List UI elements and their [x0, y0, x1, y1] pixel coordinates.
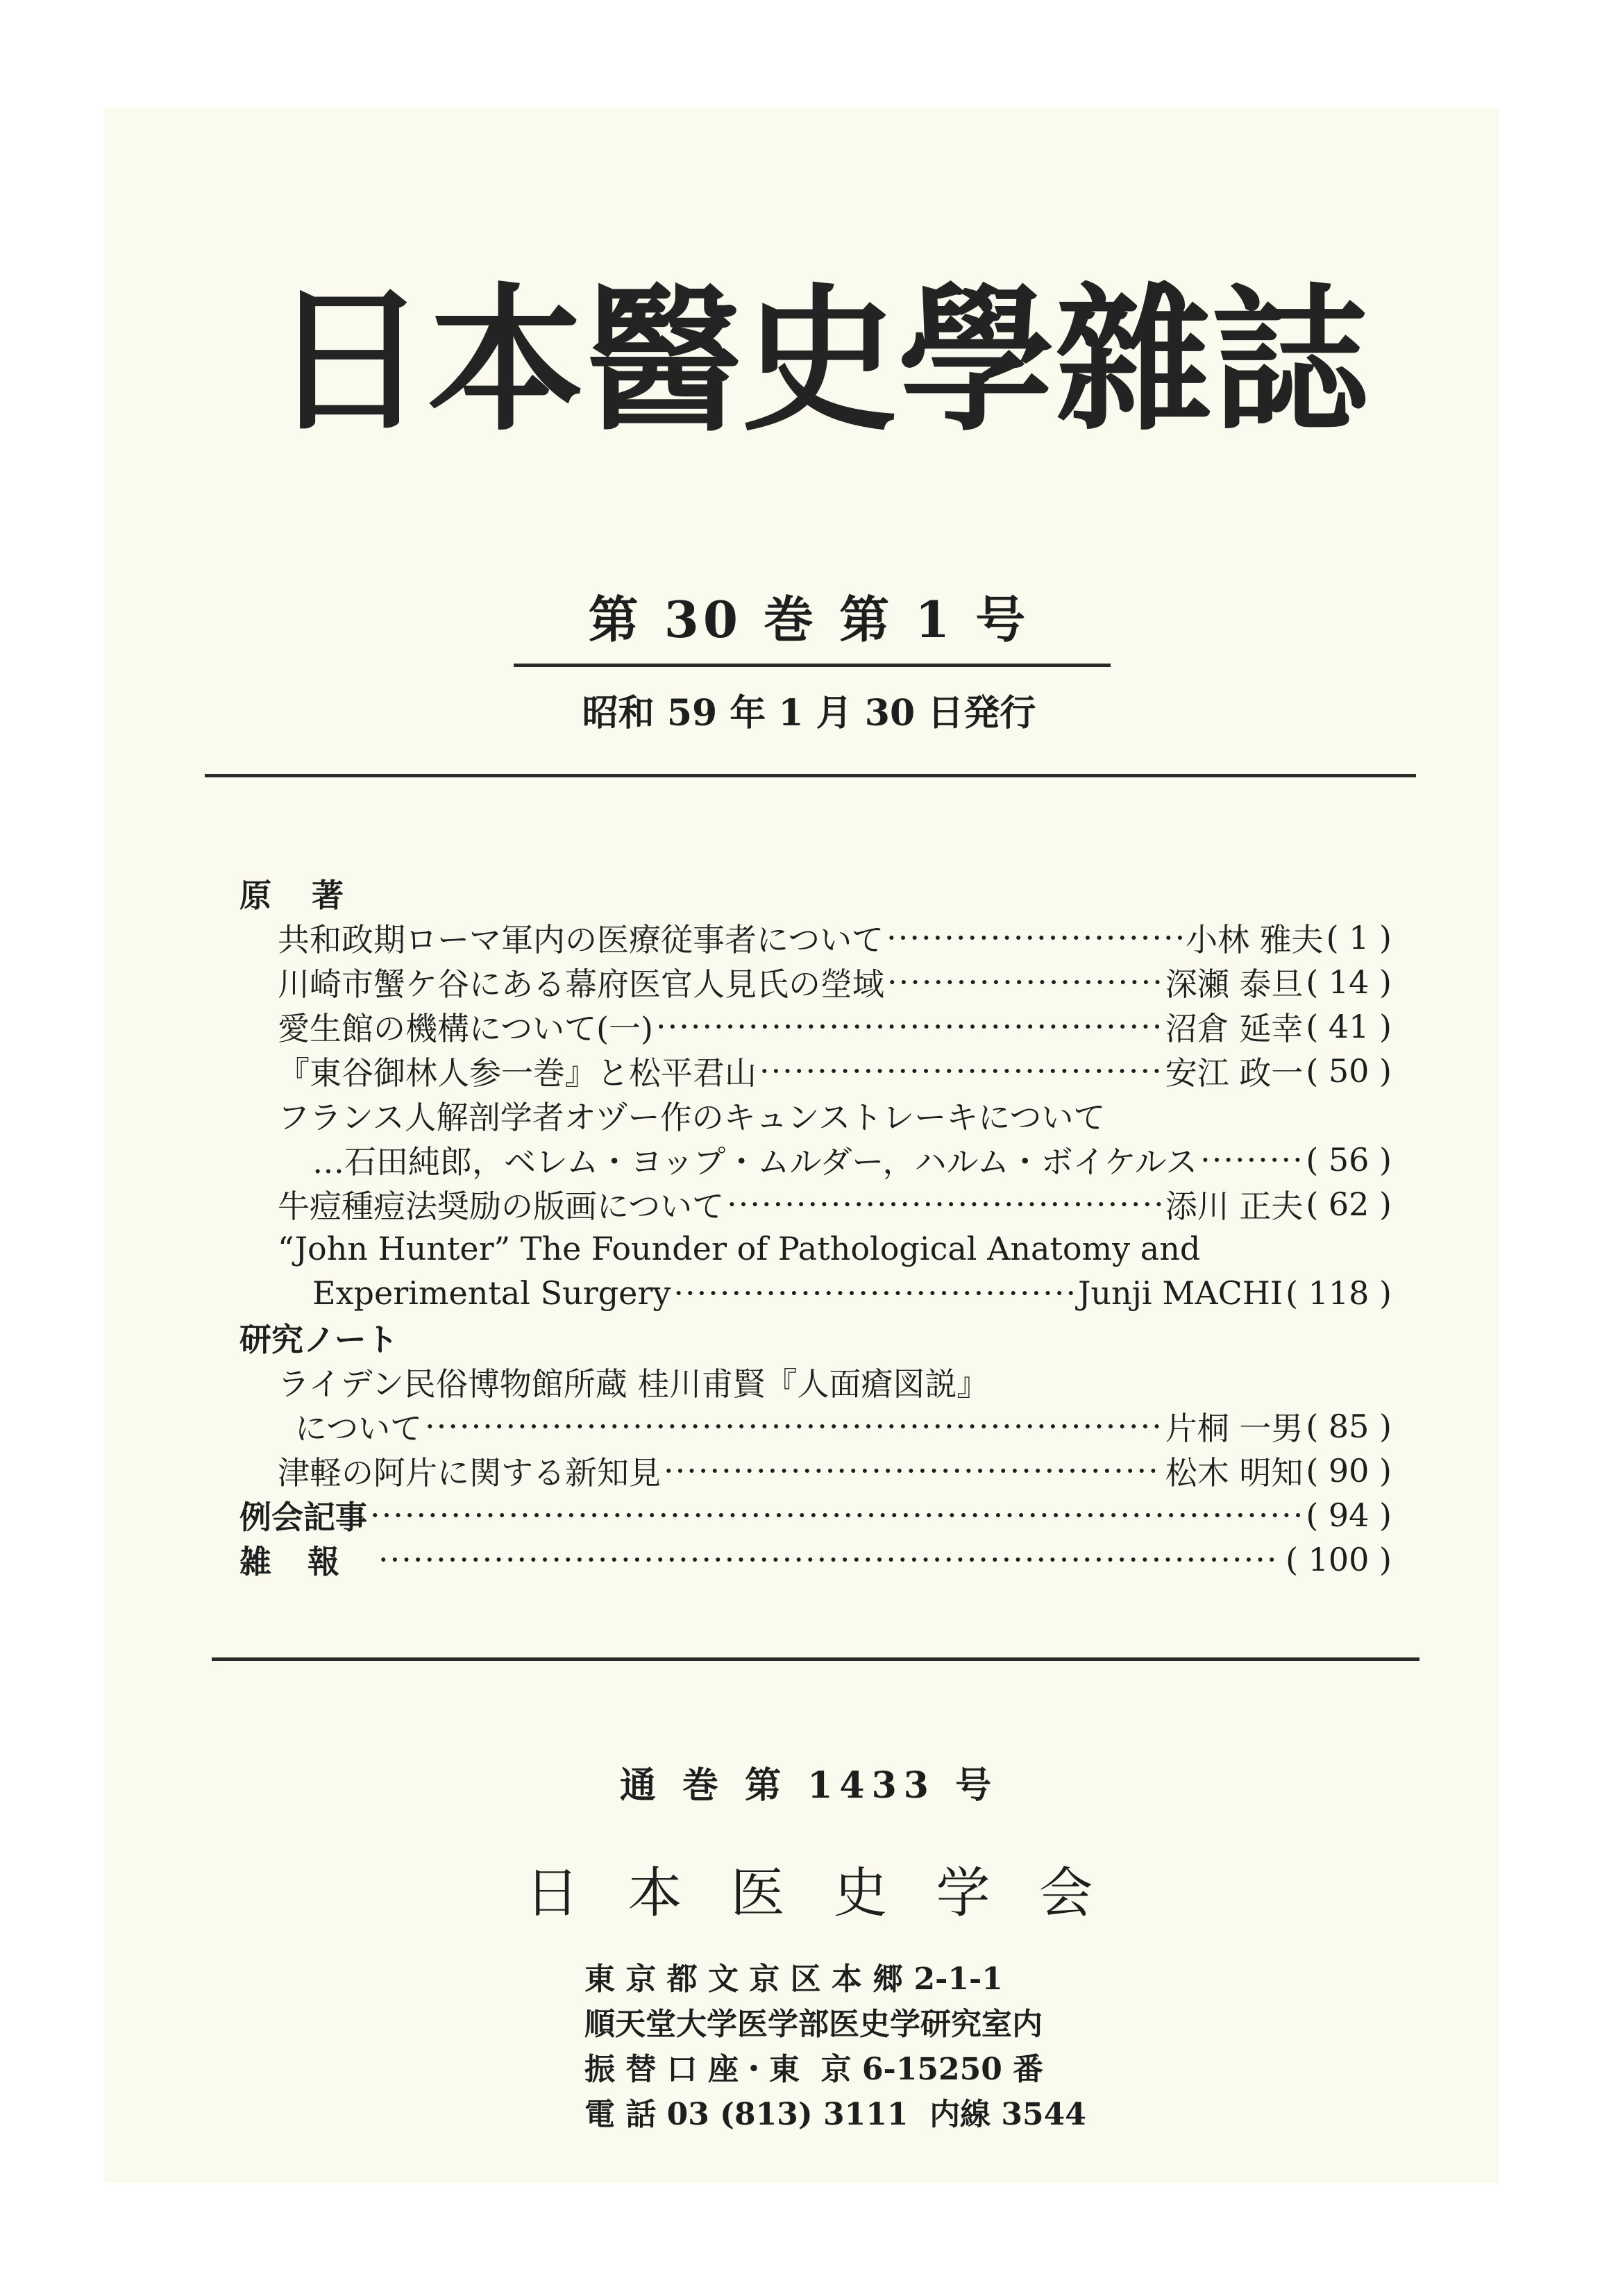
entry-page: ( 14 ) [1306, 963, 1392, 1001]
leader-dots [1200, 1141, 1300, 1179]
issue-number: 第 30 巻 第 1 号 [588, 590, 1030, 649]
leader-dots [673, 1274, 1075, 1312]
toc-entry [239, 1182, 1392, 1226]
toc-entry [239, 1004, 1392, 1049]
toc-section-heading: 原著 [239, 877, 384, 914]
toc-entry [239, 1049, 1392, 1093]
issue-underline [514, 664, 1111, 667]
entry-title: 共和政期ローマ軍内の医療従事者について [278, 921, 884, 959]
entry-author: 安江 政一 [1165, 1054, 1304, 1092]
leader-dots [886, 919, 1183, 956]
leader-dots [759, 1052, 1163, 1090]
entry-title: 牛痘種痘法奨励の版画について [278, 1188, 725, 1225]
entry-page: ( 56 ) [1306, 1141, 1392, 1179]
entry-page: ( 62 ) [1306, 1185, 1392, 1223]
entry-title: について [295, 1410, 423, 1447]
entry-page: ( 94 ) [1306, 1496, 1392, 1534]
title-char: 史 [741, 269, 899, 453]
entry-author: Junji MACHI [1077, 1274, 1283, 1312]
leader-dots [664, 1452, 1163, 1489]
toc-entry-title-line [239, 1226, 1392, 1271]
leader-dots [727, 1185, 1163, 1223]
toc-entry [239, 1449, 1392, 1493]
entry-page: ( 100 ) [1286, 1541, 1392, 1578]
title-char: 誌 [1212, 269, 1370, 453]
entry-page: ( 118 ) [1286, 1274, 1392, 1312]
title-char: 日 [271, 269, 428, 453]
toc-entry [239, 915, 1392, 960]
entry-title: Experimental Surgery [312, 1274, 671, 1312]
bottom-divider [212, 1657, 1419, 1661]
journal-title [271, 250, 1370, 472]
toc-misc: 雑報 ····· ( 100 ) [239, 1537, 1392, 1582]
title-char: 學 [898, 269, 1056, 453]
entry-authors: …石田純郎，ベレム・ヨップ・ムルダー，ハルム・ボイケルス [312, 1143, 1198, 1181]
publisher-office: 順天堂大学医学部医史学研究室内 [584, 2007, 1043, 2042]
entry-title: フランス人解剖学者オヅー作のキュンストレーキについて [278, 1099, 1106, 1136]
entry-title: 愛生館の機構について(一) [278, 1010, 653, 1047]
entry-page: ( 90 ) [1306, 1452, 1392, 1489]
entry-author: 松木 明知 [1165, 1454, 1304, 1492]
toc-entry [239, 960, 1392, 1004]
leader-dots [656, 1008, 1163, 1045]
top-divider [205, 774, 1416, 777]
entry-title: 『東谷御林人参一巻』と松平君山 [278, 1054, 757, 1092]
entry-author: 添川 正夫 [1165, 1188, 1304, 1225]
entry-page: ( 41 ) [1306, 1008, 1392, 1045]
toc-entry-continuation [239, 1404, 1392, 1449]
entry-title: ライデン民俗博物館所蔵 桂川甫賢『人面瘡図説』 [278, 1365, 989, 1403]
entry-author: 深瀬 泰旦 [1165, 965, 1304, 1003]
publisher-address: 東 京 都 文 京 区 本 郷 2-1-1 [584, 1961, 1003, 1997]
title-char: 雜 [1055, 269, 1213, 453]
leader-dots [425, 1408, 1163, 1445]
phone-number: 電 話 03 (813) 3111 内線 3544 [584, 2097, 1086, 2132]
cumulative-issue-number: 通 巻 第 1433 号 [619, 1764, 999, 1807]
publisher-name: 日本医史学会 [525, 1862, 1142, 1925]
entry-page: ( 50 ) [1306, 1052, 1392, 1090]
entry-title: 津軽の阿片に関する新知見 [278, 1454, 661, 1492]
toc-entry-title-line [239, 1360, 1392, 1404]
toc-entry-continuation [239, 1138, 1392, 1182]
entry-page: ( 85 ) [1306, 1408, 1392, 1445]
postal-transfer-account: 振 替 口 座・東 京 6-15250 番 [584, 2052, 1044, 2087]
toc-entry-title-line [239, 1093, 1392, 1138]
leader-dots [378, 1541, 1280, 1578]
entry-page: ( 1 ) [1326, 919, 1392, 956]
entry-title: “John Hunter” The Founder of Pathological Anatomy and [278, 1230, 1201, 1267]
entry-author: 小林 雅夫 [1185, 921, 1324, 959]
title-char: 本 [428, 269, 585, 453]
toc-meetings: 例会記事 ····· ( 94 ) [239, 1493, 1392, 1537]
title-char: 醫 [584, 269, 742, 453]
toc-section-heading: 研究ノート [239, 1321, 398, 1358]
issue-date: 昭和 59 年 1 月 30 日発行 [582, 692, 1036, 734]
leader-dots [370, 1496, 1300, 1534]
leader-dots [887, 963, 1163, 1001]
toc-entry-continuation [239, 1271, 1392, 1315]
entry-title: 川崎市蟹ケ谷にある幕府医官人見氏の塋域 [278, 965, 884, 1003]
entry-author: 片桐 一男 [1165, 1410, 1304, 1447]
entry-author: 沼倉 延幸 [1165, 1010, 1304, 1047]
